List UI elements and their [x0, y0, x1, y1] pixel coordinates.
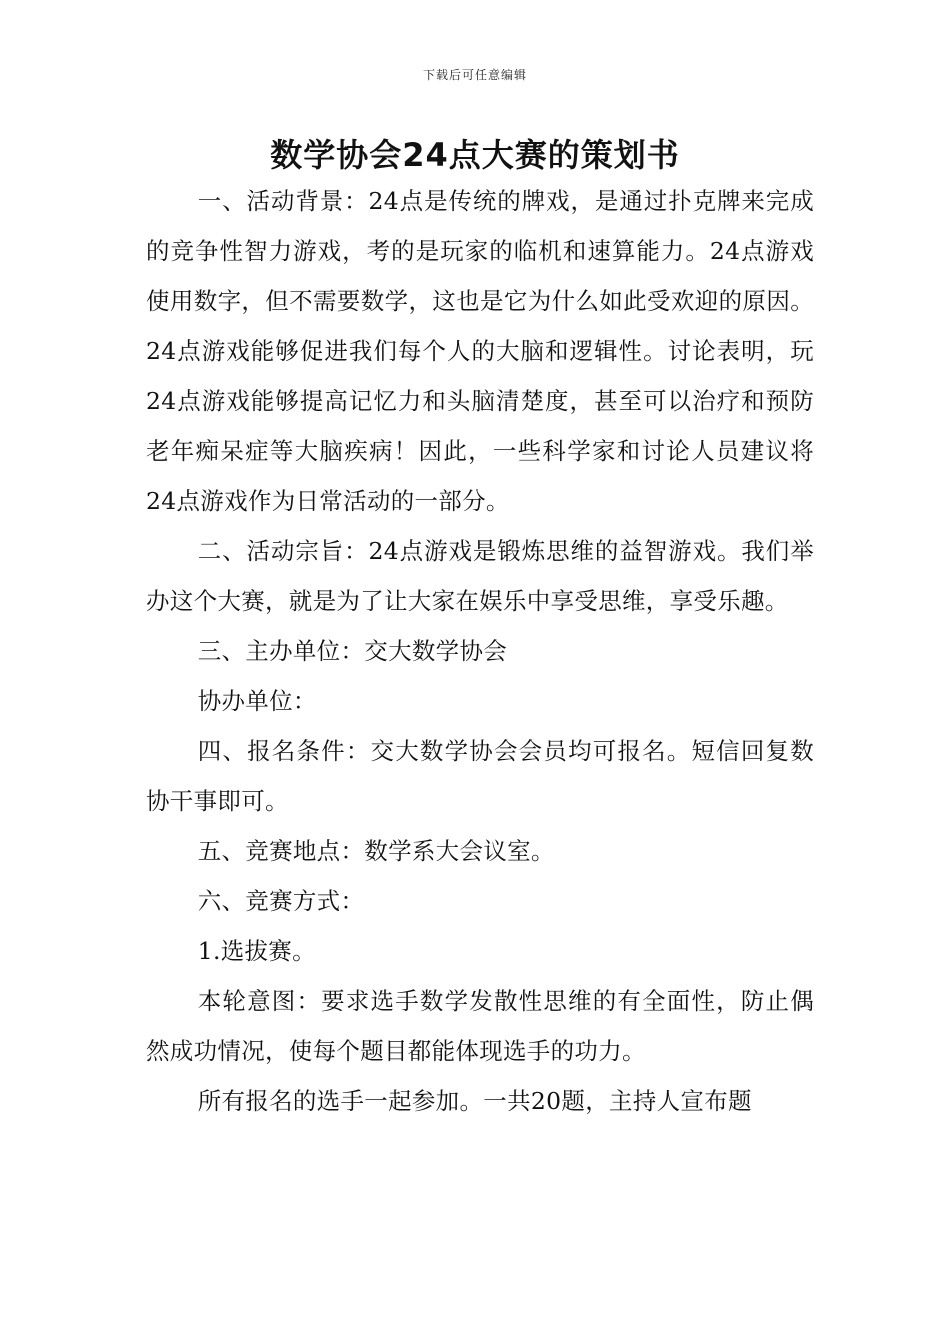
paragraph-format-heading: 六、竞赛方式： — [197, 887, 365, 915]
document-body — [146, 176, 814, 1126]
paragraph-organizer: 三、主办单位：交大数学协会 — [197, 637, 508, 665]
paragraph-registration: 四、报名条件：交大数学协会会员均可报名。短信回复数协干事即可。 — [146, 737, 814, 815]
paragraph-background: 一、活动背景：24点是传统的牌戏，是通过扑克牌来完成的竞争性智力游戏，考的是玩家的临机和速算能力。24点游戏使用数字，但不需要数学，这也是它为什么如此受欢迎的原因。24点游戏能够促进我们每个人的大脑和逻辑性。讨论表明，玩24点游戏能够提高记忆力和头脑清楚度，甚至可以治疗和预防老年痴呆症等大脑疾病！因此，一些科学家和讨论人员建议将24点游戏作为日常活动的一部分。 — [146, 187, 814, 515]
paragraph-co-organizer: 协办单位： — [197, 687, 317, 715]
paragraph-round-intent: 本轮意图：要求选手数学发散性思维的有全面性，防止偶然成功情况，使每个题目都能体现选手的功力。 — [146, 987, 814, 1065]
header-note: 下载后可任意编辑 — [422, 68, 527, 82]
paragraph-preliminary: 1.选拔赛。 — [197, 937, 316, 965]
paragraph-all-contestants: 所有报名的选手一起参加。一共20题，主持人宣布题 — [197, 1087, 752, 1115]
paragraph-venue: 五、竞赛地点：数学系大会议室。 — [197, 837, 555, 865]
paragraph-purpose: 二、活动宗旨：24点游戏是锻炼思维的益智游戏。我们举办这个大赛，就是为了让大家在娱乐中享受思维，享受乐趣。 — [146, 537, 814, 615]
document-title: 数学协会24点大赛的策划书 — [270, 136, 680, 174]
